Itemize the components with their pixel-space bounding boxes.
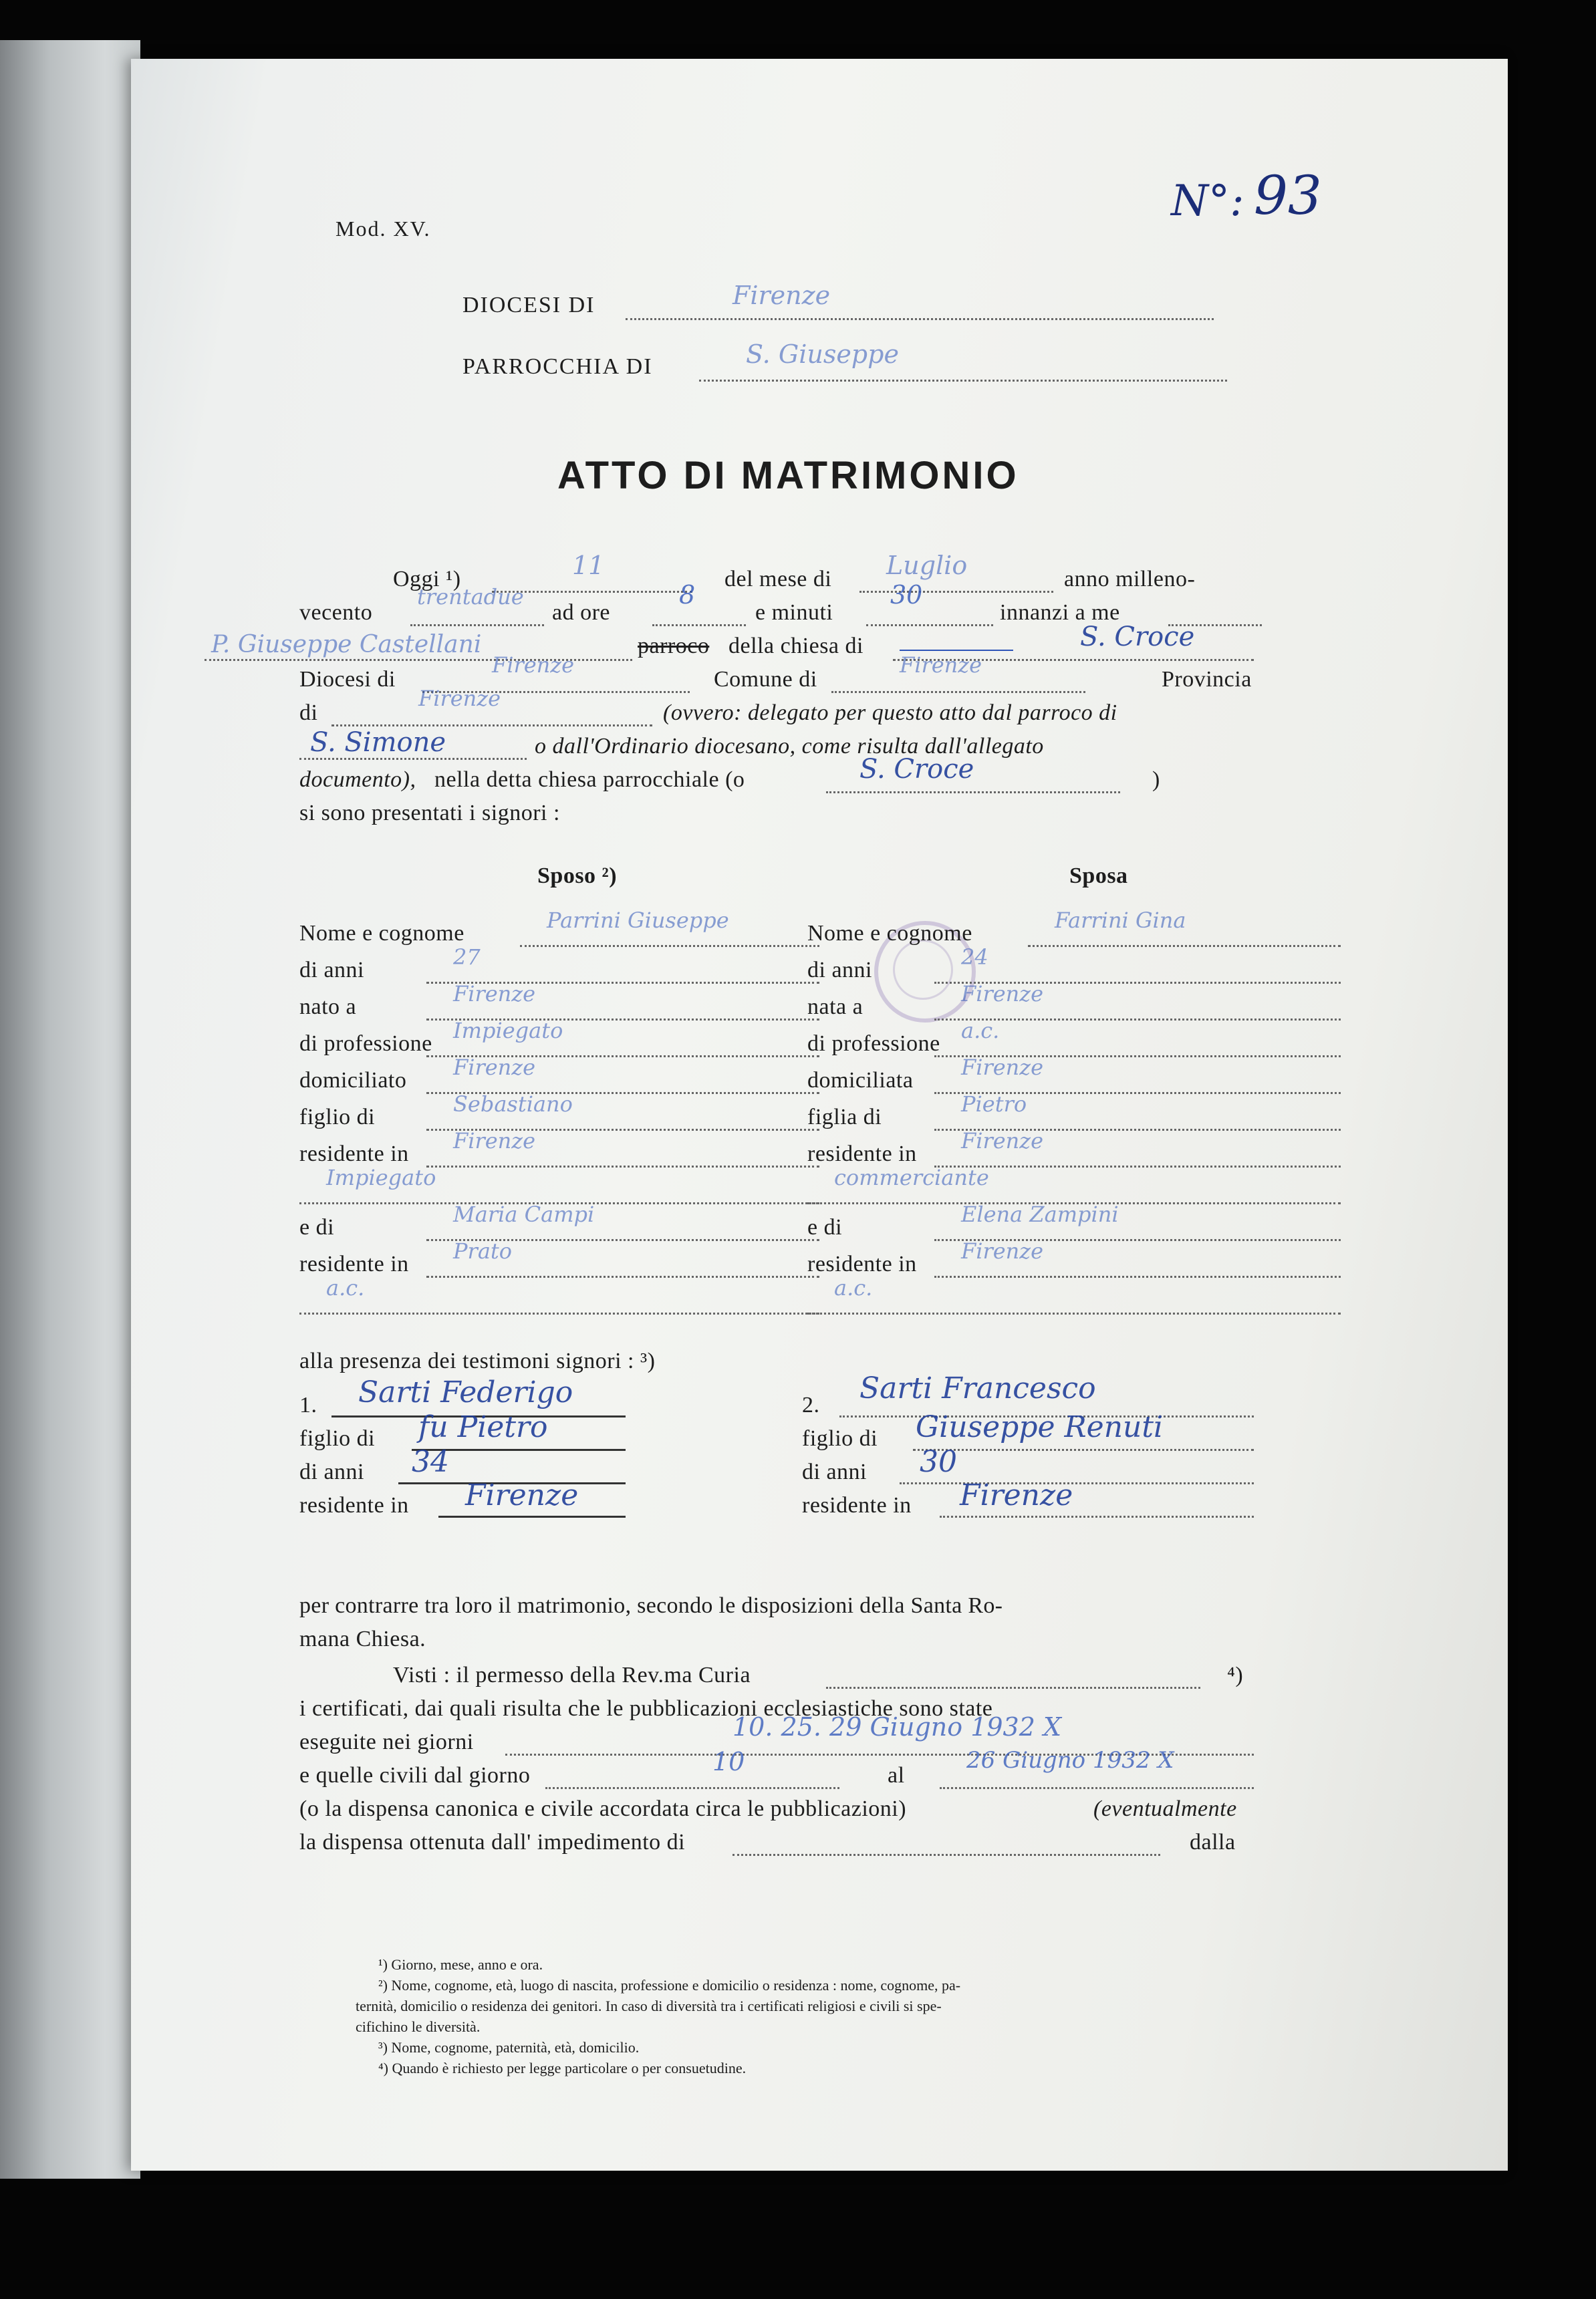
witness2-father-line [913, 1449, 1254, 1451]
witness1-age: 34 [412, 1445, 449, 1479]
witness2-figlio-label: figlio di [802, 1426, 878, 1451]
witness1-anni-label: di anni [299, 1460, 364, 1484]
text-diocesi-di: Diocesi di [299, 667, 396, 692]
spouse-f-value-6: Firenze [961, 1128, 1044, 1154]
spouse-m-value-2: Firenze [453, 981, 536, 1006]
chiesa-value: S. Croce [859, 754, 974, 785]
text-al: al [888, 1763, 905, 1788]
form-model: Mod. XV. [336, 217, 431, 241]
spouse-f-value-1: 24 [961, 944, 988, 970]
comune-line [831, 691, 1085, 693]
spouse-f-value-5: Pietro [961, 1091, 1027, 1117]
witness2-age: 30 [920, 1445, 957, 1479]
spouse-m-value-3: Impiegato [453, 1018, 563, 1043]
witnesses-label: alla presenza dei testimoni signori : ³) [299, 1349, 656, 1373]
spouse-f-value-9: Firenze [961, 1238, 1044, 1264]
witness2-anni-label: di anni [802, 1460, 867, 1484]
spouse-m-value-7: Impiegato [326, 1165, 436, 1190]
witness1-residence: Firenze [465, 1478, 579, 1512]
year-value: trentadue [417, 584, 524, 610]
text-innanzi: innanzi a me [1000, 600, 1120, 625]
spouse-m-label-1: di anni [299, 958, 364, 982]
civili-to: 26 Giugno 1932 X [966, 1747, 1174, 1774]
text-nella-detta: nella detta chiesa parrocchiale (o [434, 767, 745, 792]
parish-label: PARROCCHIA DI [462, 354, 653, 379]
footnote-1: ¹) Giorno, mese, anno e ora. [378, 1956, 543, 1973]
text-dispensa2: la dispensa ottenuta dall' impedimento di [299, 1830, 686, 1855]
witness1-res-line [438, 1516, 626, 1518]
diocese-label: DIOCESI DI [462, 293, 595, 317]
diocese-line [626, 318, 1214, 320]
strike-church [900, 650, 1013, 651]
text-ovvero: (ovvero: delegato per questo atto dal parroco di [663, 700, 1117, 725]
text-contrarre: per contrarre tra loro il matrimonio, secondo le disposizioni della Santa Ro- [299, 1593, 1003, 1618]
day-value: 11 [572, 551, 605, 580]
spouse-f-label-9: residente in [807, 1252, 917, 1276]
witness2-number: 2. [802, 1393, 820, 1417]
eseguite-value: 10. 25. 29 Giugno 1932 X [733, 1712, 1062, 1742]
witness2-age-line [900, 1482, 1254, 1484]
witness1-name: Sarti Federigo [358, 1375, 573, 1409]
spouse-m-value-8: Maria Campi [453, 1202, 595, 1227]
text-oggi: Oggi ¹) [393, 567, 461, 591]
spouse-m-value-10: a.c. [326, 1275, 365, 1301]
civili-from-line [545, 1787, 839, 1789]
spouse-m-value-5: Sebastiano [453, 1091, 573, 1117]
hour-value: 8 [679, 580, 696, 610]
witness2-residence: Firenze [960, 1478, 1073, 1512]
text-anno: anno milleno- [1064, 567, 1196, 591]
text-eseguite: eseguite nei giorni [299, 1730, 474, 1754]
text-dalla: dalla [1190, 1830, 1236, 1855]
record-number-label: N°: [1171, 176, 1244, 226]
impedimento-line [733, 1854, 1160, 1856]
witness1-father: fu Pietro [418, 1410, 548, 1444]
text-romana: mana Chiesa. [299, 1627, 426, 1651]
spouse-f-value-3: a.c. [961, 1018, 1000, 1043]
spouse-m-label-6: residente in [299, 1141, 409, 1166]
spouse-f-value-2: Firenze [961, 981, 1044, 1006]
spouse-f-value-7: commerciante [834, 1165, 989, 1190]
spouse-f-label-4: domiciliata [807, 1068, 914, 1093]
provincia-value: Firenze [418, 686, 501, 711]
spouse-f-label-3: di professione [807, 1031, 940, 1056]
delegato-line [299, 758, 527, 760]
spouse-f-line-9 [934, 1276, 1341, 1278]
witness2-res-line [940, 1516, 1254, 1518]
text-parroco: parroco [638, 634, 710, 658]
witness2-father: Giuseppe Renuti [916, 1410, 1164, 1444]
sposo-heading: Sposo ²) [537, 863, 618, 888]
text-del-mese: del mese di [724, 567, 832, 591]
spouse-f-value-4: Firenze [961, 1055, 1044, 1080]
spouse-m-line-0 [520, 945, 819, 947]
footnote-2a: ²) Nome, cognome, età, luogo di nascita, professione e domicilio o residenza : nome, cognome, pa- [378, 1977, 961, 1994]
text-presentati: si sono presentati i signori : [299, 801, 560, 825]
diocesi-value: Firenze [492, 652, 575, 678]
text-della-chiesa: della chiesa di [728, 634, 863, 658]
text-comune-di: Comune di [714, 667, 817, 692]
document-title: ATTO DI MATRIMONIO [557, 454, 1019, 497]
witness2-res-label: residente in [802, 1493, 912, 1518]
spouse-m-value-9: Prato [453, 1238, 513, 1264]
spouse-m-value-4: Firenze [453, 1055, 536, 1080]
comune-value: Firenze [900, 652, 982, 678]
civili-from: 10 [712, 1747, 745, 1776]
parish-line [699, 380, 1227, 382]
text-ad-ore: ad ore [552, 600, 611, 625]
diocese-value: Firenze [733, 281, 831, 310]
spouse-f-value-0: Farrini Gina [1055, 908, 1186, 933]
text-visti: Visti : il permesso della Rev.ma Curia [393, 1663, 751, 1687]
text-certificati: i certificati, dai quali risulta che le pubblicazioni ecclesiastiche sono state [299, 1696, 993, 1721]
minutes-line [866, 624, 993, 626]
left-page-edge [0, 40, 140, 2179]
spouse-f-label-6: residente in [807, 1141, 917, 1166]
year-line [410, 624, 544, 626]
spouse-m-value-0: Parrini Giuseppe [547, 908, 729, 933]
spouse-m-line-9 [426, 1276, 819, 1278]
spouse-f-line-0 [1028, 945, 1341, 947]
text-provincia: Provincia [1162, 667, 1252, 692]
spouse-f-label-0: Nome e cognome [807, 921, 972, 946]
document-page [131, 59, 1508, 2171]
record-number: 93 [1254, 164, 1322, 227]
witness1-res-label: residente in [299, 1493, 409, 1518]
hour-line [652, 624, 746, 626]
spouse-f-label-1: di anni [807, 958, 872, 982]
spouse-f-value-8: Elena Zampini [961, 1202, 1119, 1227]
parish-value: S. Giuseppe [746, 340, 899, 369]
curia-line [826, 1687, 1200, 1689]
footnote-2c: cifichino le diversità. [356, 2018, 481, 2035]
spouse-m-value-6: Firenze [453, 1128, 536, 1154]
chiesa-line [826, 791, 1120, 793]
month-line [859, 591, 1053, 593]
spouse-m-label-3: di professione [299, 1031, 432, 1056]
visti-note: ⁴) [1227, 1663, 1244, 1687]
spouse-m-label-0: Nome e cognome [299, 921, 464, 946]
footnote-4: ⁴) Quando è richiesto per legge particolare o per consuetudine. [378, 2060, 747, 2076]
text-eventualmente: (eventualmente [1093, 1796, 1237, 1821]
witness1-number: 1. [299, 1393, 317, 1417]
provincia-line [331, 724, 652, 726]
spouse-f-line-10 [807, 1313, 1341, 1315]
text-dispensa1: (o la dispensa canonica e civile accordata circa le pubblicazioni) [299, 1796, 907, 1821]
witness2-name: Sarti Francesco [859, 1371, 1096, 1405]
footnote-2b: ternità, domicilio o residenza dei genitori. In caso di diversità tra i certificati religiosi e civili si spe- [356, 1998, 942, 2014]
spouse-m-line-10 [299, 1313, 819, 1315]
priest-value: P. Giuseppe Castellani [211, 631, 482, 658]
spouse-m-label-2: nato a [299, 994, 357, 1019]
text-close-paren: ) [1152, 767, 1160, 792]
footnote-3: ³) Nome, cognome, paternità, età, domicilio. [378, 2039, 640, 2056]
witness1-figlio-label: figlio di [299, 1426, 376, 1451]
text-civili: e quelle civili dal giorno [299, 1763, 531, 1788]
spouse-f-label-5: figlia di [807, 1105, 882, 1129]
spouse-f-line-6 [934, 1166, 1341, 1168]
spouse-m-label-8: e di [299, 1215, 335, 1240]
church-value: S. Croce [1080, 622, 1195, 652]
delegato-value: S. Simone [310, 727, 446, 758]
text-vecento: vecento [299, 600, 373, 625]
sposa-heading: Sposa [1069, 863, 1128, 888]
spouse-m-value-1: 27 [453, 944, 481, 970]
spouse-m-label-9: residente in [299, 1252, 409, 1276]
text-documento: documento), [299, 767, 416, 792]
spouse-m-label-4: domiciliato [299, 1068, 407, 1093]
text-minuti: e minuti [755, 600, 833, 625]
month-value: Luglio [886, 551, 968, 580]
spouse-m-line-6 [426, 1166, 819, 1168]
spouse-f-value-10: a.c. [834, 1275, 873, 1301]
spouse-f-label-2: nata a [807, 994, 863, 1019]
text-di: di [299, 700, 318, 725]
civili-to-line [940, 1787, 1254, 1789]
spouse-m-label-5: figlio di [299, 1105, 376, 1129]
text-ordinario: o dall'Ordinario diocesano, come risulta dall'allegato [535, 734, 1044, 759]
minutes-value: 30 [890, 580, 923, 610]
spouse-f-label-8: e di [807, 1215, 843, 1240]
